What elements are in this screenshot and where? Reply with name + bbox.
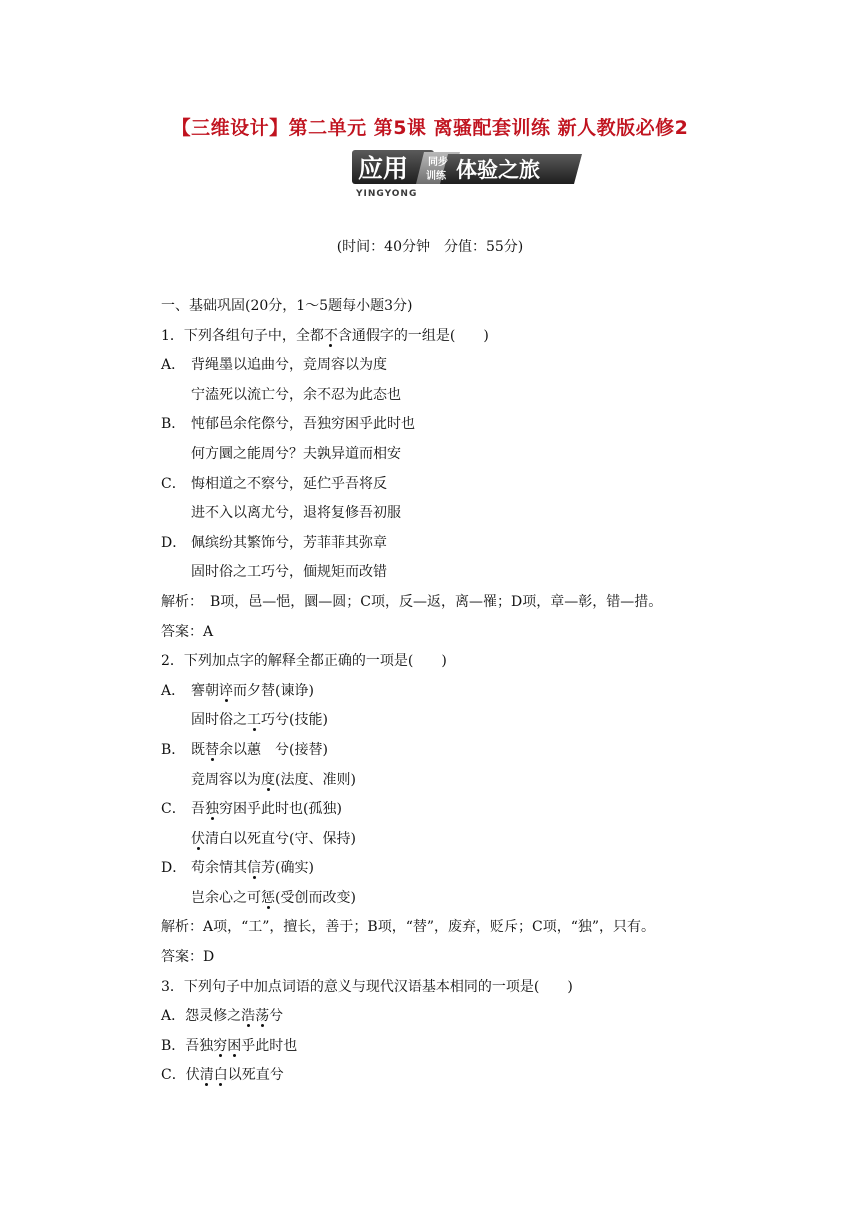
option-letter: A． — [161, 357, 186, 374]
q1-option-a-line2: 宁溘死以流亡兮，余不忍为此态也 — [191, 386, 401, 403]
option-text: 余以蕙 兮(接替) — [219, 741, 328, 758]
q3-option-a — [161, 1002, 721, 1032]
q2-option-a-line2 — [161, 706, 721, 736]
option-text: 清白以死直兮(守、保持) — [205, 830, 356, 847]
q2-analysis: 解析：A项，“工”，擅长，善于；B项，“替”，废弃，贬斥；C项，“独”，只有。 — [161, 919, 656, 936]
option-text: A．怨灵修之 — [161, 1008, 242, 1025]
dotted-char: 白 — [213, 1067, 228, 1084]
option-text: 芳(确实) — [261, 860, 314, 877]
option-text: C．伏 — [161, 1067, 200, 1084]
banner-graphic — [352, 150, 590, 200]
exercise-body — [161, 292, 721, 1091]
q1-answer: 答案：A — [161, 623, 214, 640]
option-letter: C． — [161, 475, 186, 492]
stem-text: 含通假字的一组是( ) — [337, 327, 489, 344]
option-text: 吾 — [191, 801, 205, 818]
question-3-stem: 3．下列句子中加点词语的意义与现代汉语基本相同的一项是( ) — [161, 978, 573, 995]
q2-option-a — [161, 677, 721, 707]
dotted-char: 穷 — [213, 1037, 228, 1054]
q1-option-c-line2: 进不入以离尤兮，退将复修吾初服 — [191, 505, 401, 522]
q3-option-c — [161, 1061, 721, 1091]
dotted-char: 替 — [205, 741, 219, 758]
option-line: 背绳墨以追曲兮，竞周容以为度 — [191, 357, 387, 374]
option-text: 既 — [191, 741, 205, 758]
option-text: (受创而改变) — [275, 889, 356, 906]
option-letter: D． — [161, 860, 187, 877]
q1-option-d-line2: 固时俗之工巧兮，偭规矩而改错 — [191, 564, 387, 581]
question-2-stem: 2．下列加点字的解释全都正确的一项是( ) — [161, 653, 447, 670]
option-text: 固时俗之 — [191, 712, 247, 729]
dotted-char: 浩 — [241, 1008, 256, 1025]
q2-option-c-line2 — [161, 825, 721, 855]
option-text: 兮 — [269, 1008, 284, 1025]
q1-option-c — [161, 470, 721, 500]
dotted-char: 独 — [205, 801, 219, 818]
dotted-char: 工 — [247, 712, 261, 729]
dotted-char: 信 — [247, 860, 261, 877]
banner-small-bottom: 训练 — [426, 171, 446, 182]
q2-option-c — [161, 795, 721, 825]
exam-time-score: (时间：40分钟 分值：55分) — [336, 239, 524, 255]
document-title: 【三维设计】第二单元 第5课 离骚配套训练 新人教版必修2 — [171, 117, 689, 139]
dotted-char: 不 — [323, 327, 338, 344]
option-letter: B． — [161, 741, 186, 758]
option-text: (法度、准则) — [275, 771, 356, 788]
stem-text: 1．下列各组句子中，全都 — [161, 327, 324, 344]
option-text: 而夕替(谏诤) — [233, 682, 314, 699]
option-line: 忳郁邑余侘傺兮，吾独穷困乎此时也 — [191, 416, 415, 433]
q2-option-d-line2 — [161, 884, 721, 914]
option-text: 謇朝 — [191, 682, 219, 699]
option-line: 佩缤纷其繁饰兮，芳菲菲其弥章 — [191, 534, 387, 551]
q1-analysis: 解析： B项，邑—悒，圜—圆；C项，反—返，离—罹；D项，章—彰，错—措。 — [161, 593, 663, 610]
banner-small-top: 同步 — [428, 157, 448, 168]
option-text: B．吾独 — [161, 1037, 214, 1054]
q1-option-b — [161, 410, 721, 440]
dotted-word — [200, 1067, 228, 1083]
dotted-char: 困 — [227, 1037, 242, 1054]
banner-right-text: 体验之旅 — [456, 158, 540, 182]
option-text: 穷困乎此时也(孤独) — [219, 801, 342, 818]
banner-main-text: 应用 — [358, 154, 409, 183]
dotted-word — [241, 1008, 269, 1024]
option-letter: D． — [161, 534, 187, 551]
q2-option-b — [161, 736, 721, 766]
section-heading: 一、基础巩固(20分，1～5题每小题3分) — [161, 298, 413, 314]
q2-option-b-line2 — [161, 766, 721, 796]
q1-option-b-line2: 何方圜之能周兮？夫孰异道而相安 — [191, 445, 401, 462]
dotted-char: 清 — [199, 1067, 214, 1084]
dotted-char: 荡 — [255, 1008, 270, 1025]
dotted-char: 度 — [261, 771, 275, 788]
question-1-stem — [161, 322, 721, 352]
dotted-char: 惩 — [261, 889, 275, 906]
section-banner — [352, 150, 590, 200]
option-text: 岂余心之可 — [191, 889, 261, 906]
option-text: 巧兮(技能) — [261, 712, 328, 729]
dotted-char: 谇 — [219, 682, 233, 699]
dotted-char: 伏 — [191, 830, 205, 847]
q1-option-a — [161, 351, 721, 381]
q2-option-d — [161, 854, 721, 884]
option-text: 乎此时也 — [241, 1037, 298, 1054]
banner-pinyin: YINGYONG — [356, 189, 418, 199]
option-text: 苟余情其 — [191, 860, 247, 877]
dotted-word — [213, 1038, 241, 1054]
q1-option-d — [161, 529, 721, 559]
q3-option-b — [161, 1032, 721, 1062]
option-text: 以死直兮 — [227, 1067, 284, 1084]
option-line: 悔相道之不察兮，延伫乎吾将反 — [191, 475, 387, 492]
option-letter: A． — [161, 682, 186, 699]
q2-answer: 答案：D — [161, 949, 215, 966]
option-letter: B． — [161, 416, 186, 433]
option-letter: C． — [161, 801, 186, 818]
option-text: 竞周容以为 — [191, 771, 261, 788]
